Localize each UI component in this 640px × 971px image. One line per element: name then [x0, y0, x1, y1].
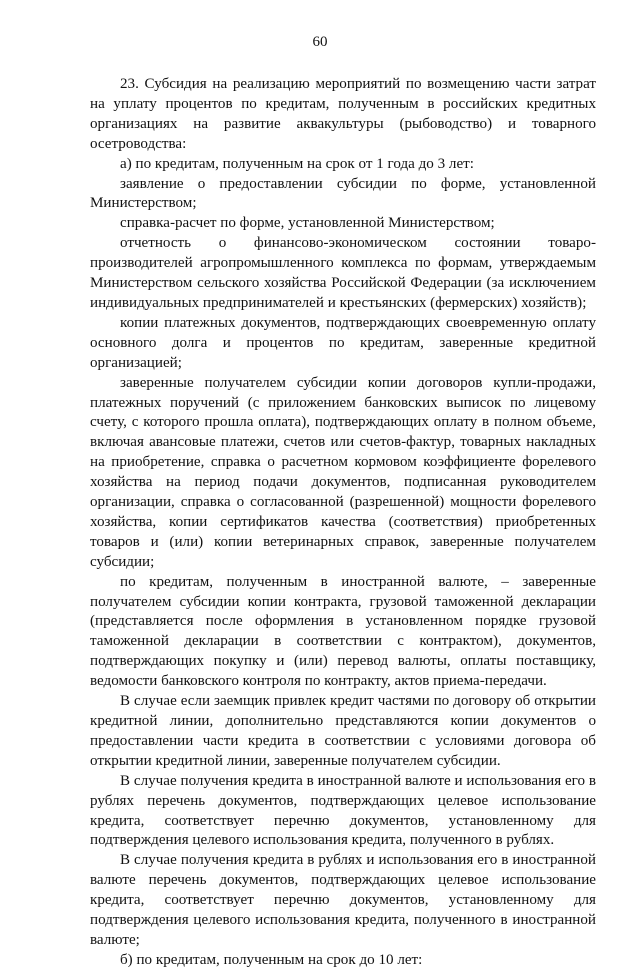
page-number: 60: [312, 34, 328, 50]
paragraph-credit-line: В случае если заемщик привлек кредит частями по договору об открытии кредитной линии, дополнительно представляются копии документов о предоставлении части кредита в соответствии с условиями договора об открытии кредитной линии, заверенные получателем субсидии.: [90, 693, 596, 769]
paragraph-foreign-to-rubles: В случае получения кредита в иностранной валюте и использования его в рублях перечень документов, подтверждающих целевое использование кредита, соответствует перечню документов, установленному для подтверждения целевого использования кредита, полученного в рублях.: [90, 772, 596, 849]
document-body: [90, 75, 596, 971]
paragraph-item-b: б) по кредитам, полученным на срок до 10 лет:: [120, 951, 423, 968]
paragraph-rubles-to-foreign: В случае получения кредита в рублях и использования его в иностранной валюте перечень документов, подтверждающих целевое использование кредита, соответствует перечню документов, установленному для подтверждения целевого использования кредита, полученного в иностранной валюте;: [90, 852, 596, 948]
paragraph-calculation: справка-расчет по форме, установленной Министерством;: [120, 215, 495, 232]
paragraph-contracts: заверенные получателем субсидии копии договоров купли-продажи, платежных поручений (с приложением банковских выписок по лицевому счету, с которого прошла оплата), подтверждающих оплату в полном объеме, включая авансовые платежи, счетов или счетов-фактур, товарных накладных на приобретение, справка о расчетном кормовом коэффициенте форелевого хозяйства на период подачи документов, подписанная руководителем организации, справка о согласованной (разрешенной) мощности форелевого хозяйства, копии сертификатов качества (соответствия) приобретенных товаров и (или) копии ветеринарных справок, заверенные получателем субсидии;: [90, 374, 596, 570]
paragraph-item-a: а) по кредитам, полученным на срок от 1 года до 3 лет:: [120, 155, 474, 172]
paragraph-payment-docs: копии платежных документов, подтверждающих своевременную оплату основного долга и процентов по кредитам, заверенные кредитной организацией;: [90, 314, 596, 371]
paragraph-subsidy-heading: 23. Субсидия на реализацию мероприятий по возмещению части затрат на уплату процентов по кредитам, полученным в российских кредитных организациях на развитие аквакультуры (рыбоводство) и товарного осетроводства:: [90, 76, 596, 152]
paragraph-application: заявление о предоставлении субсидии по форме, установленной Министерством;: [90, 175, 596, 212]
paragraph-reporting: отчетность о финансово-экономическом состоянии товаро-производителей агропромышленного комплекса по формам, утверждаемым Министерством сельского хозяйства Российской Федерации (за исключением индивидуальных предпринимателей и крестьянских (фермерских) хозяйств);: [90, 235, 596, 311]
paragraph-foreign-currency: по кредитам, полученным в иностранной валюте, – заверенные получателем субсидии копии контракта, грузовой таможенной декларации (представляется после оформления в установленном порядке грузовой таможенной декларации в соответствии с контрактом), документов, подтверждающих покупку и (или) перевод валюты, оплаты поставщику, ведомости банковского контроля по контракту, актов приема-передачи.: [90, 573, 596, 690]
